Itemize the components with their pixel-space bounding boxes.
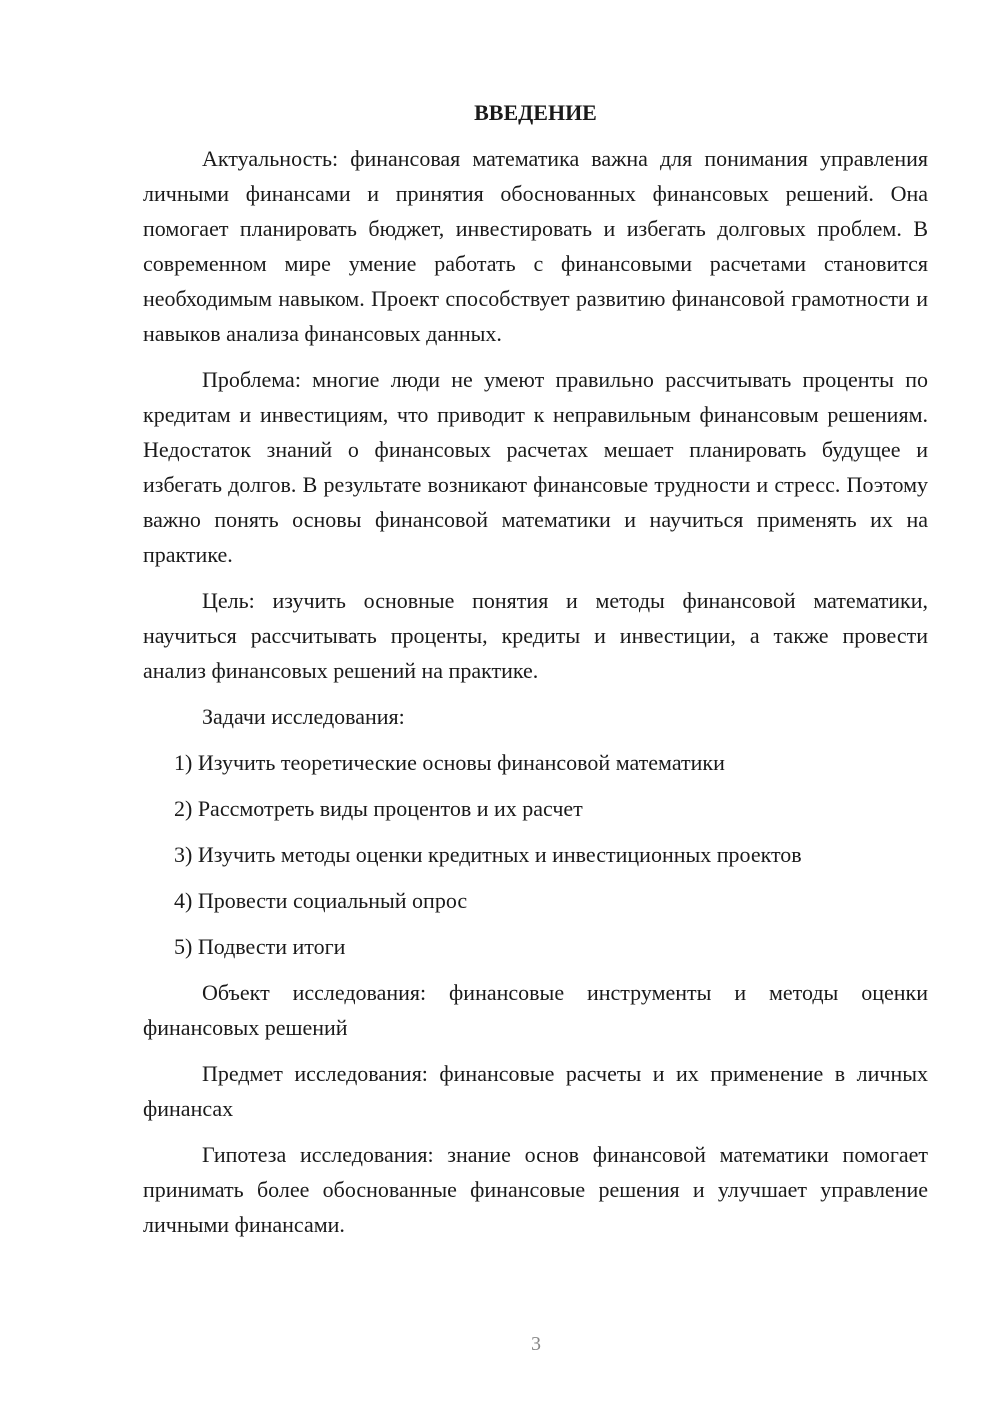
hypothesis-paragraph: Гипотеза исследования: знание основ финансовой математики помогает принимать более обоснованные финансовые решения и улучшает управление личными финансами. [143, 1142, 928, 1237]
subject-paragraph: Предмет исследования: финансовые расчеты и их применение в личных финансах [143, 1061, 928, 1121]
page-title: ВВЕДЕНИЕ [474, 100, 597, 125]
task-item-2: 2) Рассмотреть виды процентов и их расчет [174, 796, 583, 821]
goal-paragraph: Цель: изучить основные понятия и методы финансовой математики, научиться рассчитывать проценты, кредиты и инвестиции, а также провести анализ финансовых решений на практике. [143, 588, 928, 683]
object-paragraph: Объект исследования: финансовые инструменты и методы оценки финансовых решений [143, 980, 928, 1040]
relevance-paragraph: Актуальность: финансовая математика важна для понимания управления личными финансами и принятия обоснованных финансовых решений. Она помогает планировать бюджет, инвестировать и избегать долговых проблем. В современном мире умение работать с финансовыми расчетами становится необходимым навыком. Проект способствует развитию финансовой грамотности и навыков анализа финансовых данных. [143, 146, 928, 346]
task-item-5: 5) Подвести итоги [174, 934, 346, 959]
page-number: 3 [531, 1333, 541, 1355]
page-content [143, 95, 928, 1242]
problem-paragraph: Проблема: многие люди не умеют правильно рассчитывать проценты по кредитам и инвестициям, что приводит к неправильным финансовым решениям. Недостаток знаний о финансовых расчетах мешает планировать будущее и избегать долгов. В результате возникают финансовые трудности и стресс. Поэтому важно понять основы финансовой математики и научиться применять их на практике. [143, 367, 928, 567]
task-list [143, 745, 928, 964]
task-item-1: 1) Изучить теоретические основы финансовой математики [174, 750, 725, 775]
tasks-heading: Задачи исследования: [202, 704, 405, 729]
task-item-4: 4) Провести социальный опрос [174, 888, 468, 913]
task-item-3: 3) Изучить методы оценки кредитных и инвестиционных проектов [174, 842, 802, 867]
